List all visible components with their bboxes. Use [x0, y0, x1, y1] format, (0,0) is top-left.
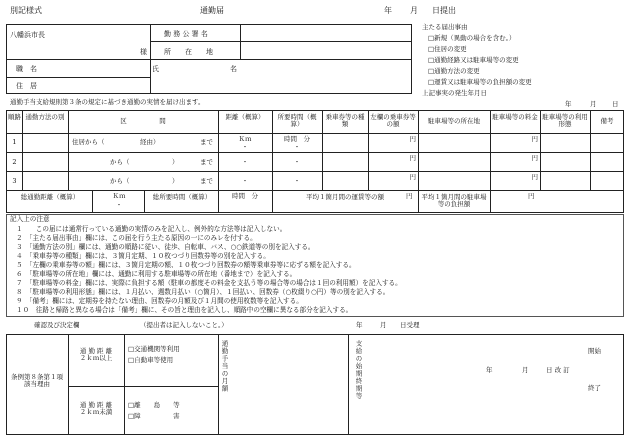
row2-no: 2	[12, 158, 17, 166]
header-parking-loc: 駐車場等の所在地	[428, 117, 480, 125]
header-parking-charge: 駐車場等の料金	[492, 113, 538, 121]
row2-time: ・	[293, 158, 301, 166]
monthly-parking-unit: 円	[528, 192, 535, 200]
monthly-fare-unit: 円	[406, 192, 413, 200]
dist-under-label: 通 勤 距 離 ２ｋｍ未満	[79, 401, 113, 417]
occ-month: 月	[590, 100, 597, 108]
period-year: 年	[486, 366, 493, 374]
total-distance-unit: Ｋｍ	[112, 192, 126, 200]
reason-method[interactable]: □通勤方法の変更	[428, 67, 480, 75]
header-distance: 距離（概算）	[225, 113, 265, 121]
note-6: ６ 「駐車場等の所在地」欄には、通勤に利用する駐車場等の所在地（番地まで）を記入する。	[16, 270, 297, 278]
period-month: 月	[522, 366, 529, 374]
clause-label: 条例第８条第１項該当理由	[11, 373, 63, 389]
confirm-year: 年	[356, 321, 363, 329]
address-label: 住 居	[16, 82, 37, 90]
opt-distant[interactable]: □離 島 等	[128, 401, 180, 409]
total-time-unit: 時間 分	[232, 192, 258, 200]
header-time: 所要時間（概算）	[277, 113, 317, 129]
row1-via: 経由）	[140, 138, 160, 146]
confirm-month: 月	[380, 321, 387, 329]
period-end: 終了	[588, 384, 601, 392]
row3-from: から（	[110, 177, 130, 185]
intro-text: 通勤手当支給規則第３条の規定に基づき通勤の実情を届け出ます。	[10, 98, 205, 106]
reason-fare[interactable]: □運賃又は駐車場等の負担額の変更	[428, 78, 532, 86]
row1-from: 住居から（	[72, 138, 105, 146]
row1-time: 時間 分	[284, 135, 310, 143]
date-year: 年	[384, 6, 392, 15]
note-9: ９ 「備考」欄には、定期券を持たない理由、回数券の月額及び１月間の使用枚数等を記入する。	[16, 297, 303, 305]
addressee-suffix: 様	[140, 48, 147, 56]
header-no: 順路	[8, 113, 21, 121]
note-8: ８ 「駐車場等の利用形態」欄には、１月払い、週数月払い（○箇月）、１回払い、回数券（○枚綴り○円）等の別を記入する。	[16, 288, 390, 296]
total-distance-dot: ・	[115, 201, 123, 209]
confirm-received: 日受理	[400, 321, 420, 329]
station-label: 所 在 地	[164, 48, 213, 56]
period-start: 開始	[588, 347, 601, 355]
header-parking-type: 駐車場等の利用形態	[542, 113, 588, 129]
row2-charge: 円	[531, 154, 538, 162]
reason-route[interactable]: □通勤経路又は駐車場等の変更	[428, 56, 519, 64]
row3-via: ）	[172, 177, 179, 185]
row1-charge: 円	[531, 135, 538, 143]
confirm-title: 確認及び決定欄	[34, 321, 80, 329]
form-label: 別記様式	[10, 6, 42, 15]
row3-no: 3	[12, 177, 17, 185]
monthly-parking-label: 平均１箇月間の駐車場等の負担額	[421, 193, 487, 209]
notes-title: 記入上の注意	[10, 215, 50, 223]
row1-distance-dot: ・	[241, 143, 249, 151]
occ-day: 日	[612, 100, 619, 108]
header-vehicle: 乗車券等の種類	[325, 113, 365, 129]
dist-over-label: 通 勤 距 離 ２ｋｍ以上	[79, 347, 113, 363]
row2-from: から（	[110, 158, 130, 166]
note-5: ５ 「左欄の乗車券等の額」欄には、３箇月定期の額、１０枚つづり回数券の額等乗車券等に応ずる額を記入する。	[16, 261, 356, 269]
row3-to: まで	[200, 177, 213, 185]
header-fare: 左欄の乗車券等の額	[370, 113, 416, 129]
addressee: 八幡浜市長	[10, 31, 45, 39]
monthly-fare-label: 平均１箇月間の運賃等の額	[306, 193, 384, 201]
date-month: 月	[410, 6, 418, 15]
occurrence-label: 上記事実の発生年月日	[422, 89, 487, 97]
allowance-label: 通勤手当の月額	[220, 340, 229, 393]
total-time-label: 総所要時間（概算）	[152, 193, 212, 201]
row3-charge: 円	[531, 173, 538, 181]
opt-transit[interactable]: □交通機関等利用	[128, 345, 180, 353]
form-title: 通勤届	[200, 6, 224, 15]
note-7: ７ 「駐車場等の料金」欄には、実際に負担する額（駐車の都度その料金を支払う等の場合等の場合は１回の利用額）を記入する。	[16, 279, 402, 287]
period-revise: 日 改 訂	[546, 366, 570, 374]
note-1: １ この届には通常行っている通勤の実情のみを記入し、例外的な方法等は記入しない。	[16, 225, 287, 233]
division-label: 勤 務 公 署 名	[164, 30, 208, 38]
opt-car[interactable]: □自動車等使用	[128, 356, 174, 364]
name-suffix: 名	[230, 65, 237, 73]
row1-no: 1	[12, 138, 17, 146]
name-label: 氏	[152, 65, 159, 73]
confirm-note: （提出者は記入しないこと。）	[140, 321, 228, 329]
row1-time-dot: ・	[293, 143, 301, 151]
occ-year: 年	[565, 100, 572, 108]
total-distance-label: 総通勤距離（概算）	[20, 193, 80, 201]
row2-to: まで	[200, 158, 213, 166]
reason-new[interactable]: □新規（異動の場合を含む。）	[428, 34, 516, 42]
row2-fee: 円	[409, 154, 416, 162]
period-label: 支給の始期終期等	[354, 340, 363, 400]
note-2: ２ 「主たる届出事由」欄には、この届を行う主たる原因の一にのみレを付する。	[16, 234, 257, 242]
row2-via: ）	[172, 158, 179, 166]
row2-distance: ・	[241, 158, 249, 166]
header-remarks: 備考	[600, 117, 614, 125]
row1-distance: Ｋｍ	[238, 135, 252, 143]
reason-residence[interactable]: □住居の変更	[428, 45, 467, 53]
row3-distance: ・	[241, 177, 249, 185]
opt-disabled[interactable]: □障 害	[128, 412, 180, 420]
note-3: ３ 「通勤方法の別」欄には、通勤の順路に従い、徒歩、自転車、バス、○○鉄道等の別を記入する。	[16, 243, 315, 251]
row3-time: ・	[293, 177, 301, 185]
row3-fee: 円	[409, 173, 416, 181]
header-section: 区 間	[120, 117, 166, 125]
note-4: ４ 「乗車券等の種類」欄には、３箇月定期、１０枚つづり回数券等の別を記入する。	[16, 252, 270, 260]
header-method: 通勤方法の別	[25, 113, 65, 121]
reasons-title: 主たる届出事由	[422, 23, 468, 31]
row1-fee: 円	[409, 135, 416, 143]
row1-to: まで	[200, 138, 213, 146]
date-day: 日提出	[432, 6, 456, 15]
note-10: １０ 往路と帰路と異なる場合は「備考」欄に、その旨と理由を記入し、順路中の空欄に異なる部分を記入する。	[16, 306, 353, 314]
position-label: 職 名	[16, 65, 37, 73]
